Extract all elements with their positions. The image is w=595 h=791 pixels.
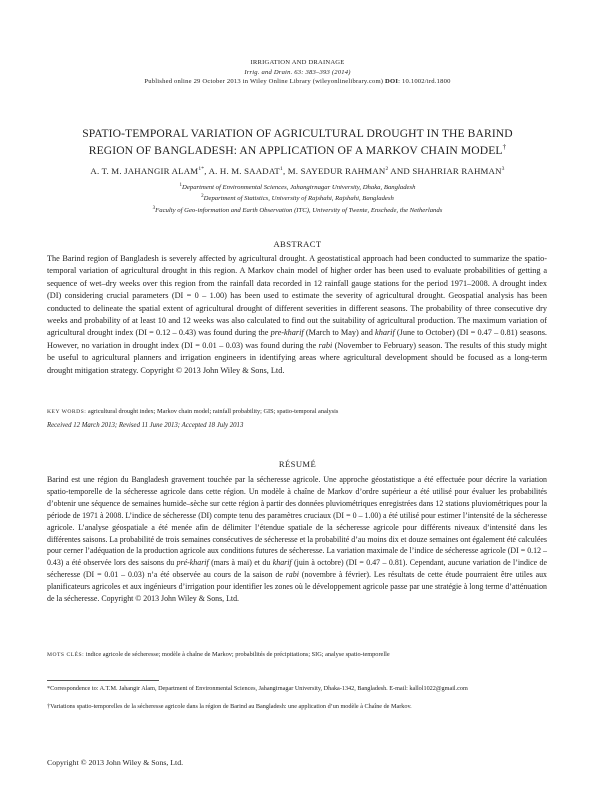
- abstract-heading: ABSTRACT: [273, 239, 322, 249]
- mots-cles-label: MOTS CLÉS:: [47, 652, 85, 658]
- author: M. SAYEDUR RAHMAN: [287, 166, 386, 176]
- author: A. H. M. SAADAT: [208, 166, 280, 176]
- copyright-footer: Copyright © 2013 John Wiley & Sons, Ltd.: [47, 758, 184, 767]
- mots-cles: MOTS CLÉS: indice agricole de sécheresse; modèle à chaîne de Markov; probabilités de précipitations; SIG; analyse spatio-temporelle: [47, 651, 390, 658]
- correspondence-footnote: *Correspondence to: A.T.M. Jahangir Alam, Department of Environmental Sciences, Jahangirnagar University, Dhaka-1342, Bangladesh. E-mail: kallol1022@gmail.com: [47, 685, 468, 692]
- abstract-body: The Barind region of Bangladesh is severely affected by agricultural drought. A geostatistical approach had been conducted to summarize the spatio-temporal variation of agricultural drought in this region. A Markov chain model of higher order has been used to evaluate probabilities of getting a sequence of wet–dry weeks over this region from the rainfall data recorded in 12 rainfall gauge stations for the period 1971–2008. A drought index (DI) considering crucial parameters (DI = 0 – 1.00) has been used to estimate the severity of agricultural drought. Geospatial analysis has been conducted to delineate the spatial extent of agricultural drought of different severities in different seasons. The probability of three consecutive dry weeks and probability of at least 10 and 12 weeks was also calculated to find out the suitability of agricultural production. The maximum variation of agricultural drought index (DI = 0.12 – 0.43) was found during the pre-kharif (March to May) and kharif (June to October) (DI = 0.47 – 0.81) seasons. However, no variation in drought index (DI = 0.01 – 0.03) was found during the rabi (November to February) season. The results of this study might be useful to agricultural planners and irrigation engineers in identifying areas where agricultural development should be focused as a long-term drought mitigation strategy. Copyright © 2013 John Wiley & Sons, Ltd.: [47, 254, 547, 375]
- resume-body: Barind est une région du Bangladesh gravement touchée par la sécheresse agricole. Une approche géostatistique a été effectuée pour décrire la variation spatio-temporelle de la sécheresse agricole dans cette région. Un modèle à chaîne de Markov d’ordre supérieur a été utilisé pour évaluer les probabilités d’obtenir une séquence de semaines humide–sèche sur cette région à partir des données pluviométriques enregistrées dans 12 stations pluviométriques pour la période de 1971 à 2008. L’indice de sécheresse (DI) compte tenu des paramètres cruciaux (DI = 0 – 1.00) a été utilisé pour estimer l’intensité de la sécheresse agricole. L’analyse géospatiale a été menée afin de délimiter l’étendue spatiale de la sécheresse agricole pour différents niveaux d’intensité dans les différentes saisons. La probabilité de trois semaines consécutives de sécheresse et la probabilité d’au moins dix et douze semaines ont également été calculées pour cerner l’adéquation de la production agricole aux conditions futures de sécheresse. La variation maximale de l’indice de sécheresse agricole (DI = 0.12 – 0.43) a été observée lors des saisons du pré-kharif (mars à mai) et du kharif (juin à octobre) (DI = 0.47 – 0.81). Cependant, aucune variation de l’indice de sécheresse (DI = 0.01 – 0.03) n’a été observée au cours de la saison de rabi (novembre à février). Les résultats de cette étude pourraient être utiles aux planificateurs agricoles et aux ingénieurs d’irrigation pour identifier les zones où le développement agricole passe par une stratégie à long terme d’atténuation de la sécheresse. Copyright © 2013 John Wiley & Sons, Ltd.: [47, 475, 547, 604]
- affiliation: $^1$Department of Environmental Sciences, Jahangirnagar University, Dhaka, Bangladesh: [179, 183, 416, 192]
- received-dates: Received 12 March 2013; Revised 11 June 2013; Accepted 18 July 2013: [47, 422, 244, 429]
- footnote-divider: [47, 680, 159, 681]
- title-line-1: SPATIO-TEMPORAL VARIATION OF AGRICULTURAL DROUGHT IN THE BARIND: [82, 127, 513, 140]
- translation-footnote: †Variations spatio-temporelles de la sécheresse agricole dans la région de Barind au Bangladesh: une application d’un modèle à Chaîne de Markov.: [47, 703, 412, 710]
- keywords-label: KEY WORDS:: [47, 409, 87, 415]
- author-list: A. T. M. JAHANGIR $ALAM^{1*}$, A. H. M. SAADAT$^1$, M. SAYEDUR RAHMAN$^2$ AND SHAHRIAR RAHMAN$^3$: [90, 166, 505, 176]
- journal-header: [0, 58, 595, 87]
- title-line-2: REGION OF BANGLADESH: AN APPLICATION OF A MARKOV CHAIN MODEL†: [88, 142, 507, 157]
- affiliations: [0, 181, 595, 215]
- resume-heading: RÉSUMÉ: [278, 459, 317, 469]
- paper-title: [40, 127, 555, 157]
- keywords: KEY WORDS: agricultural drought index; Markov chain model; rainfall probability; GIS; spatio-temporal analysis: [47, 408, 339, 415]
- author: A. T. M. JAHANGIR ALAM: [90, 166, 199, 176]
- journal-name: IRRIGATION AND DRAINAGE: [250, 59, 345, 66]
- author: SHAHRIAR RAHMAN: [412, 166, 502, 176]
- journal-citation: Irrig. and Drain. 63: 383–393 (2014): [244, 68, 351, 76]
- title-footnote-mark: †: [502, 142, 507, 151]
- affiliation: $^2$Department of Statistics, University of Rajshahi, Rajshahi, Bangladesh: [201, 194, 394, 203]
- affiliation: $^3$Faculty of Geo-information and Earth Observation (ITC), University of Twente, Enschede, the Netherlands: [152, 205, 443, 215]
- publication-line: Published online 29 October 2013 in Wiley Online Library (wileyonlinelibrary.com) DOI: 10.1002/ird.1800: [144, 78, 451, 86]
